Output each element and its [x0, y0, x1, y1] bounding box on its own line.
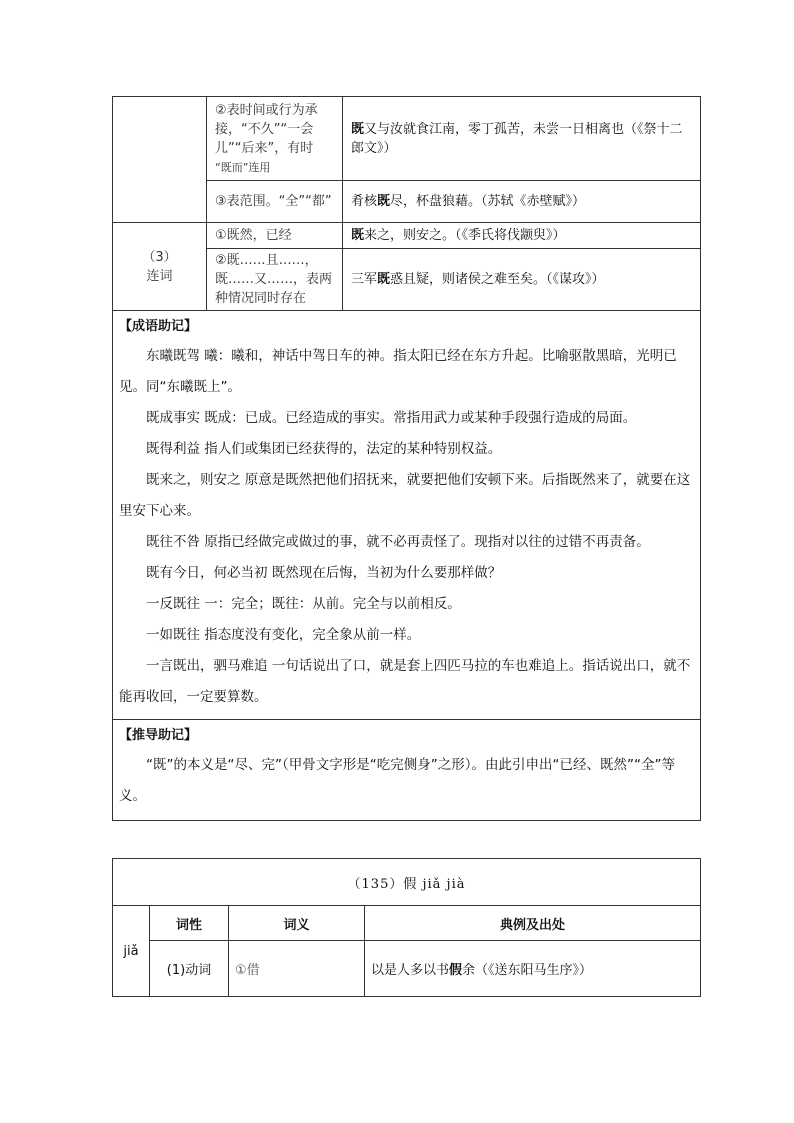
derivation-notes-heading: 【推导助记】 [119, 728, 198, 743]
category-cell [113, 223, 207, 311]
idiom-notes [113, 311, 701, 720]
idiom-notes-row [113, 311, 701, 720]
table-row [113, 223, 701, 249]
example-keyword: 既 [377, 194, 391, 209]
example-text: 尽，杯盘狼藉。（苏轼《赤壁赋》） [390, 194, 586, 209]
entry-title-row [113, 859, 701, 906]
category-cell-empty [113, 97, 207, 223]
meaning-cell [207, 97, 343, 181]
idiom-paragraph: 一反既往 一：完全；既往：从前。完全与以前相反。 [146, 596, 461, 612]
idiom-paragraph: 既有今日，何必当初 既然现在后悔，当初为什么要那样做？ [146, 565, 502, 581]
example-text: 肴核 [351, 194, 378, 209]
meaning-cell: ①借 [229, 941, 365, 997]
category-label: 连词 [146, 268, 173, 284]
entry-table-135 [112, 858, 701, 997]
idiom-paragraph: 既来之，则安之 原意是既然把他们招抚来，就要把他们安顿下来。后指既然来了，就要在这里安下心来。 [119, 472, 691, 519]
example-keyword: 既 [377, 272, 391, 287]
header-meaning: 词义 [229, 906, 365, 941]
example-text: 惑且疑，则诸侯之难至矣。（《谋攻》） [390, 272, 605, 287]
reading-cell: jiǎ [113, 906, 150, 997]
derivation-notes-row [113, 720, 701, 821]
idiom-paragraph: 东曦既驾 曦：曦和，神话中驾日车的神。指太阳已经在东方升起。比喻驱散黑暗，光明已见。同“东曦既上”。 [119, 348, 677, 395]
example-text: 以是人多以书 [371, 963, 450, 978]
example-text: 来之，则安之。（《季氏将伐颛臾》） [364, 228, 566, 243]
pos-cell: (1)动词 [150, 941, 229, 997]
example-cell [343, 181, 701, 223]
derivation-paragraph: “既”的本义是“尽、完”（甲骨文字形是“吃完侧身”之形）。由此引申出“已经、既然”“全”等义。 [119, 757, 675, 804]
meaning-note: “既而”连用 [215, 160, 271, 174]
header-pos: 词性 [150, 906, 229, 941]
category-number: （3） [142, 249, 177, 265]
idiom-paragraph: 既得利益 指人们或集团已经获得的，法定的某种特别权益。 [146, 441, 502, 457]
idiom-paragraph: 一如既往 指态度没有变化，完全象从前一样。 [146, 627, 421, 643]
meaning-cell: ③表范围。“全”“都” [207, 181, 343, 223]
example-cell [343, 249, 701, 311]
example-keyword: 假 [449, 963, 463, 978]
example-cell [343, 223, 701, 249]
meaning-cell: ①既然，已经 [207, 223, 343, 249]
header-example: 典例及出处 [365, 906, 701, 941]
example-cell [343, 97, 701, 181]
meaning-cell: ②既……且……，既……又……，表两种情况同时存在 [207, 249, 343, 311]
meaning-text: ②表时间或行为承接，“不久”“一会儿”“后来”，有时 [215, 102, 318, 156]
example-text: 三军 [351, 272, 378, 287]
idiom-paragraph: 一言既出，驷马难追 一句话说出了口，就是套上四匹马拉的车也难追上。指话说出口，就不能再收回，一定要算数。 [119, 658, 691, 705]
table-row [113, 97, 701, 181]
usage-table [112, 96, 701, 821]
example-text: 余（《送东阳马生序》） [462, 963, 593, 978]
table-row [113, 941, 701, 997]
idiom-notes-heading: 【成语助记】 [119, 319, 198, 334]
entry-title: （135）假 jiǎ jià [113, 859, 701, 906]
example-keyword: 既 [351, 121, 365, 137]
idiom-paragraph: 既往不咎 原指已经做完或做过的事，就不必再责怪了。现指对以往的过错不再责备。 [146, 534, 650, 550]
example-cell [365, 941, 701, 997]
example-text: 又与汝就食江南，零丁孤苦，未尝一日相离也（《祭十二郎文》） [351, 121, 683, 156]
entry-header-row [113, 906, 701, 941]
idiom-paragraph: 既成事实 既成：已成。已经造成的事实。常指用武力或某种手段强行造成的局面。 [146, 410, 637, 426]
derivation-notes [113, 720, 701, 821]
example-keyword: 既 [351, 228, 365, 243]
